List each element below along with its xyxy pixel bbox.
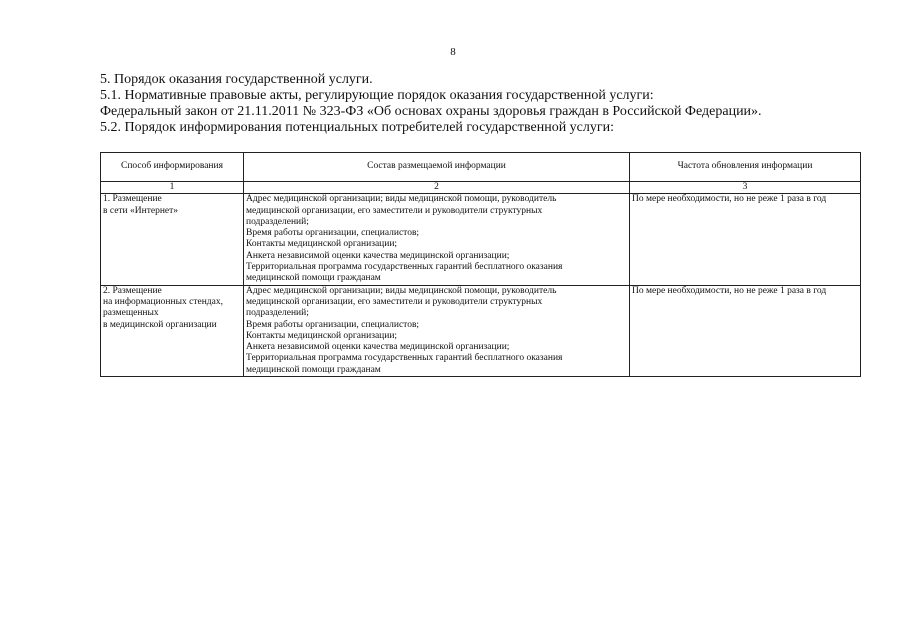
table-row: [101, 285, 861, 376]
column-number: 3: [630, 182, 861, 194]
subsection-legal-acts: 5.1. Нормативные правовые акты, регулирующие порядок оказания государственной услуги:: [100, 88, 654, 103]
content-line: подразделений;: [246, 308, 309, 319]
column-number: 2: [244, 182, 630, 194]
frequency-cell: По мере необходимости, но не реже 1 раза в год: [630, 194, 861, 285]
section-heading: 5. Порядок оказания государственной услуги.: [100, 72, 373, 87]
content-line: медицинской организации, его заместители и руководители структурных: [246, 205, 543, 216]
content-line: Адрес медицинской организации; виды медицинской помощи, руководитель: [246, 194, 557, 205]
content-line: Время работы организации, специалистов;: [246, 319, 420, 330]
content-line: Контакты медицинской организации;: [246, 239, 398, 250]
method-line: на информационных стендах,: [103, 296, 223, 307]
informing-table: [100, 152, 861, 377]
method-line: в сети «Интернет»: [103, 205, 179, 216]
frequency-cell: По мере необходимости, но не реже 1 раза в год: [630, 285, 861, 376]
table-row: [101, 194, 861, 285]
subsection-informing-order: 5.2. Порядок информирования потенциальных потребителей государственной услуги:: [100, 120, 615, 135]
page-number: 8: [450, 46, 456, 58]
header-method: Способ информирования: [101, 153, 244, 182]
federal-law-reference: Федеральный закон от 21.11.2011 № 323-ФЗ «Об основах охраны здоровья граждан в Российской Федерации».: [100, 104, 762, 119]
content-line: Время работы организации, специалистов;: [246, 228, 420, 239]
content-line: подразделений;: [246, 216, 309, 227]
header-frequency: Частота обновления информации: [630, 153, 861, 182]
method-cell: [101, 285, 244, 376]
content-line: медицинской помощи гражданам: [246, 364, 381, 375]
table-header-row: [101, 153, 861, 182]
header-content: Состав размещаемой информации: [244, 153, 630, 182]
method-line: 2. Размещение: [103, 285, 162, 296]
content-line: Территориальная программа государственных гарантий бесплатного оказания: [246, 353, 563, 364]
column-number: 1: [101, 182, 244, 194]
method-line: в медицинской организации: [103, 319, 217, 330]
content-cell: [244, 194, 630, 285]
intro-section: [100, 72, 860, 136]
content-line: Анкета независимой оценки качества медицинской организации;: [246, 250, 510, 261]
content-line: Контакты медицинской организации;: [246, 330, 398, 341]
method-cell: [101, 194, 244, 285]
column-number-row: [101, 182, 861, 194]
content-line: Анкета независимой оценки качества медицинской организации;: [246, 342, 510, 353]
content-line: Адрес медицинской организации; виды медицинской помощи, руководитель: [246, 285, 557, 296]
method-line: 1. Размещение: [103, 194, 162, 205]
content-cell: [244, 285, 630, 376]
content-line: медицинской организации, его заместители и руководители структурных: [246, 296, 543, 307]
content-line: Территориальная программа государственных гарантий бесплатного оказания: [246, 262, 563, 273]
method-line: размещенных: [103, 308, 159, 319]
content-line: медицинской помощи гражданам: [246, 273, 381, 284]
